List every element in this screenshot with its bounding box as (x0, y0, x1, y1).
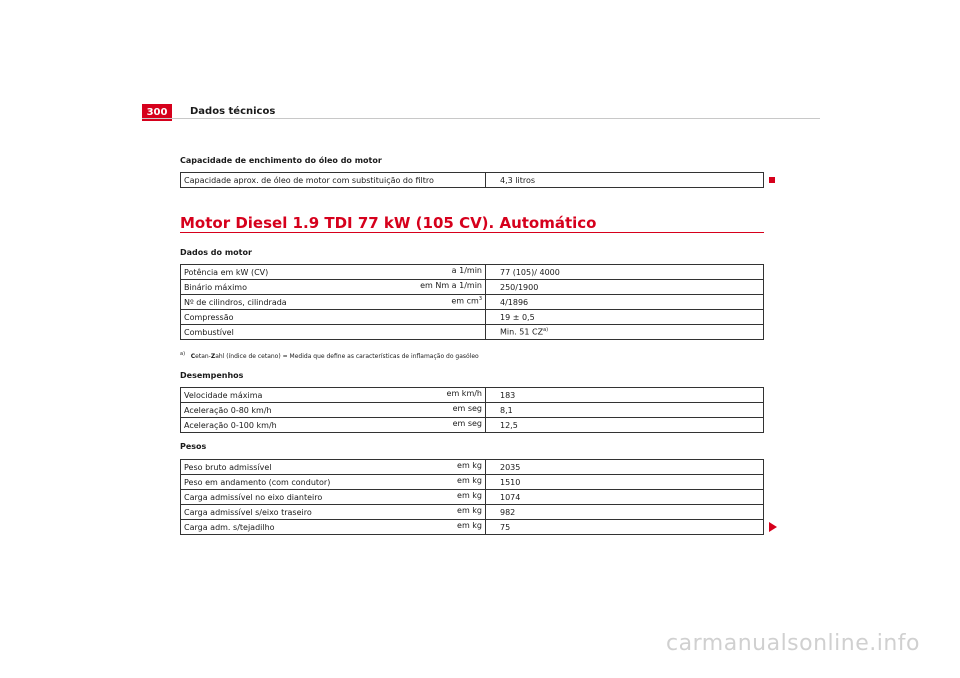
row-label-cell (181, 505, 486, 520)
unit-text: a 1/min (451, 266, 482, 275)
unit-text: em kg (457, 521, 482, 530)
unit-text: em cm (451, 296, 479, 306)
row-value-cell (486, 460, 764, 475)
row-label: Peso em andamento (com condutor) (184, 477, 331, 487)
row-value-cell (486, 325, 764, 340)
section-title: Motor Diesel 1.9 TDI 77 kW (105 CV). Automático (180, 214, 597, 232)
row-unit (420, 281, 482, 290)
unit-text: em seg (452, 419, 482, 428)
row-value-cell (486, 520, 764, 535)
row-value-cell (486, 490, 764, 505)
row-value: 183 (500, 390, 516, 400)
row-value-cell (486, 388, 764, 403)
table-row (181, 265, 764, 280)
next-arrow-icon (769, 522, 777, 532)
unit-text: em kg (457, 491, 482, 500)
row-value: 250/1900 (500, 282, 539, 292)
table-row (181, 475, 764, 490)
table-row (181, 325, 764, 340)
row-label-cell (181, 295, 486, 310)
row-label-cell (181, 490, 486, 505)
table-row (181, 388, 764, 403)
row-value-cell (486, 418, 764, 433)
watermark: carmanualsonline.info (666, 631, 920, 656)
table-row (181, 460, 764, 475)
unit-text: em Nm a 1/min (420, 281, 482, 290)
row-unit (457, 491, 482, 500)
row-unit (457, 506, 482, 515)
stop-square-icon (769, 177, 775, 183)
row-unit (447, 389, 482, 398)
row-unit (457, 461, 482, 470)
footnote-mark: a) (180, 351, 186, 357)
unit-text: em km/h (446, 389, 482, 398)
header-divider (142, 118, 820, 119)
row-label: Carga admissível s/eixo traseiro (184, 507, 312, 517)
row-value: Min. 51 CZ (500, 327, 544, 337)
unit-text: em kg (457, 461, 482, 470)
row-value-cell (486, 310, 764, 325)
table-row (181, 280, 764, 295)
footnote (180, 351, 479, 360)
table-row (181, 173, 764, 188)
weights-table (180, 459, 764, 535)
row-value: 2035 (500, 462, 521, 472)
row-value: 1510 (500, 477, 521, 487)
table-row (181, 505, 764, 520)
row-label: Combustível (184, 327, 234, 337)
row-label-cell (181, 460, 486, 475)
unit-text: em kg (457, 506, 482, 515)
row-label-cell (181, 403, 486, 418)
performance-table (180, 387, 764, 433)
unit-text: em kg (457, 476, 482, 485)
row-value: 982 (500, 507, 516, 517)
weights-heading: Pesos (180, 442, 207, 451)
row-label: Aceleração 0-80 km/h (184, 405, 272, 415)
row-label: Binário máximo (184, 282, 247, 292)
oil-capacity-table (180, 172, 764, 188)
row-label-cell (181, 520, 486, 535)
value-superscript: a) (543, 327, 549, 334)
row-unit (453, 419, 482, 428)
table-row (181, 418, 764, 433)
row-label-cell (181, 280, 486, 295)
unit-text: em seg (452, 404, 482, 413)
row-value: 75 (500, 522, 511, 532)
performance-heading: Desempenhos (180, 371, 244, 380)
row-label: Compressão (184, 312, 234, 322)
row-label: Carga admissível no eixo dianteiro (184, 492, 323, 502)
row-value-cell (486, 280, 764, 295)
engine-data-table (180, 264, 764, 340)
row-value-cell (486, 295, 764, 310)
row-label: Nº de cilindros, cilindrada (184, 297, 287, 307)
row-label: Aceleração 0-100 km/h (184, 420, 277, 430)
footnote-c: C (190, 353, 196, 360)
row-unit (453, 404, 482, 413)
engine-data-heading: Dados do motor (180, 248, 252, 257)
row-label-cell (181, 310, 486, 325)
row-value: 12,5 (500, 420, 518, 430)
row-value: 1074 (500, 492, 521, 502)
row-label-cell (181, 325, 486, 340)
table-row (181, 403, 764, 418)
row-value-cell (486, 403, 764, 418)
table-row (181, 520, 764, 535)
table-row (181, 295, 764, 310)
footnote-mid: etan- (195, 353, 211, 360)
row-label-cell (181, 265, 486, 280)
row-label: Peso bruto admissível (184, 462, 272, 472)
oil-capacity-heading: Capacidade de enchimento do óleo do motor (180, 156, 382, 165)
row-label: Carga adm. s/tejadilho (184, 522, 275, 532)
oil-capacity-value: 4,3 litros (486, 173, 764, 188)
row-label: Velocidade máxima (184, 390, 263, 400)
row-value: 77 (105)/ 4000 (500, 267, 560, 277)
footnote-text: ahl (índice de cetano) = Medida que define as características de inflamação do gasóleo (215, 353, 479, 360)
page-number: 300 (142, 104, 172, 121)
row-value: 19 ± 0,5 (500, 312, 535, 322)
row-unit (457, 521, 482, 530)
row-value-cell (486, 265, 764, 280)
row-value: 8,1 (500, 405, 513, 415)
row-label-cell (181, 418, 486, 433)
row-unit (451, 296, 482, 306)
row-label-cell (181, 475, 486, 490)
oil-capacity-label: Capacidade aprox. de óleo de motor com substituição do filtro (181, 173, 486, 188)
row-value-cell (486, 505, 764, 520)
unit-superscript: 3 (478, 296, 482, 302)
footnote-z: Z (210, 353, 216, 360)
row-value: 4/1896 (500, 297, 529, 307)
table-row (181, 490, 764, 505)
page-header-title: Dados técnicos (190, 106, 276, 117)
row-unit (457, 476, 482, 485)
row-label: Potência em kW (CV) (184, 267, 269, 277)
row-value-cell (486, 475, 764, 490)
table-row (181, 310, 764, 325)
row-label-cell (181, 388, 486, 403)
row-unit (452, 266, 482, 275)
section-title-underline (180, 232, 764, 233)
